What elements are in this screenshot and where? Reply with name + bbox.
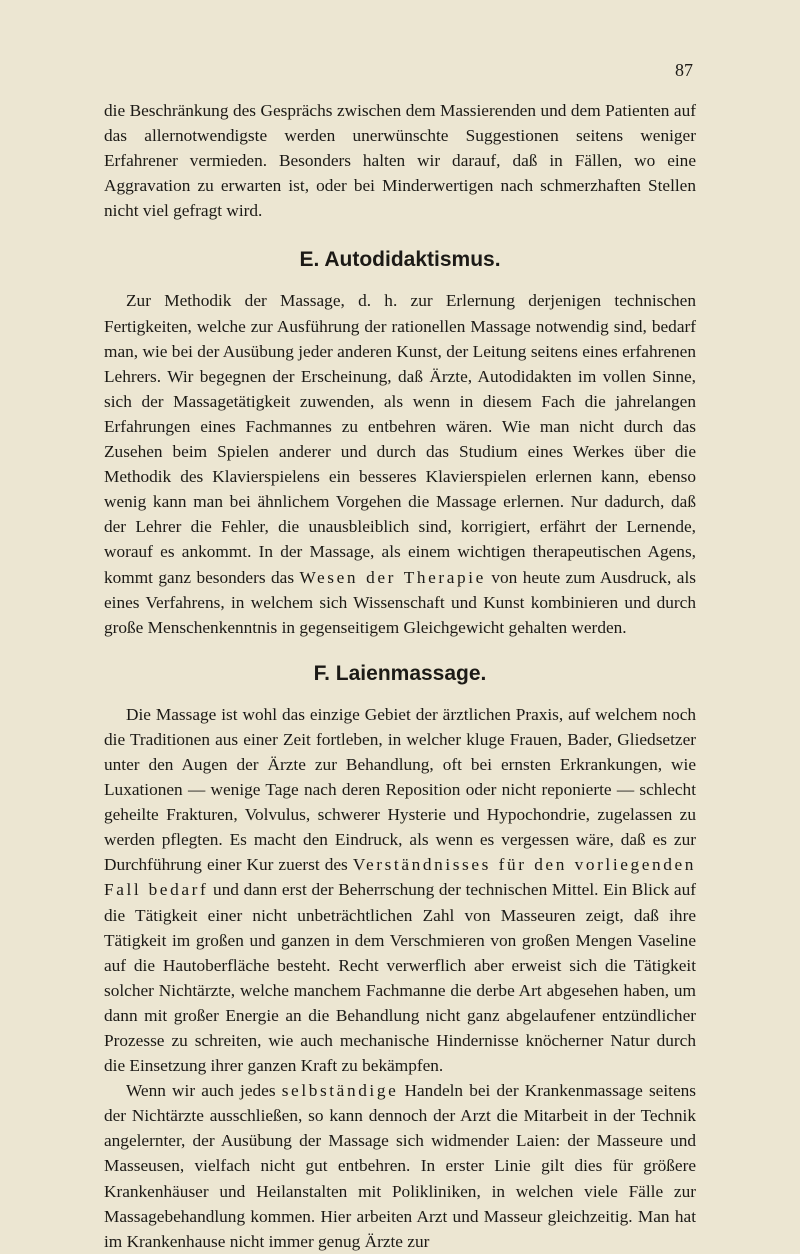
paragraph-text: Wenn wir auch jedes <box>126 1081 282 1101</box>
paragraph-text: und dann erst der Beherrschung der technischen Mittel. Ein Blick auf die Tätigkeit einer nicht unbeträchtlichen Zahl von Masseuren zeigt, daß ihre Tätigkeit im großen und ganzen in dem Verschmieren von großen Mengen Vaseline auf die Hautoberfläche besteht. Recht verwerflich aber erweist sich die Tätigkeit solcher Nichtärzte, welche manchem Fachmanne die derbe Art abgesehen haben, um dann mit großer Energie an die Behandlung nicht ganz abgelaufener entzündlicher Prozesse zu schreiten, wie auch mechanische Hindernisse knöcherner Natur durch die Einsetzung ihrer ganzen Kraft zu bekämpfen. <box>104 880 696 1076</box>
paragraph-text: von heute zum Ausdruck, als eines Verfahrens, in welchem sich Wissenschaft und Kunst kombinieren und durch große Menschenkenntnis in gegenseitigem Gleichgewicht gehalten werden. <box>104 567 696 637</box>
paragraph-text: Die Massage ist wohl das einzige Gebiet der ärztlichen Praxis, auf welchem noch die Traditionen aus einer Zeit fortleben, in welcher kluge Frauen, Bader, Gliedsetzer unter den Augen der Ärzte zur Behandlung, oft bei ernsten Erkrankungen, wie Luxationen — wenige Tage nach deren Reposition oder nicht reponierte — schlecht geheilte Frakturen, Volvulus, schwerer Hysterie und Hypochondrie, zugelassen zu werden pflegten. Es macht den Eindruck, als wenn es vergessen wäre, daß es zur Durchführung einer Kur zuerst des <box>104 704 696 875</box>
paragraph-laienmassage-1 <box>104 702 696 1078</box>
spaced-emphasis: Wesen der Therapie <box>299 567 486 587</box>
intro-paragraph: die Beschränkung des Gesprächs zwischen dem Massierenden und dem Patienten auf das allernotwendigste werden unerwünschte Suggestionen seitens weniger Erfahrener vermieden. Besonders halten wir darauf, daß in Fällen, wo eine Aggravation zu erwarten ist, oder bei Minderwertigen nach schmerzhaften Stellen nicht viel gefragt wird. <box>104 101 696 221</box>
spaced-emphasis: selbständige <box>281 1081 399 1101</box>
section-heading-laienmassage: F. Laienmassage. <box>313 661 487 685</box>
paragraph-laienmassage-2 <box>104 1078 696 1254</box>
section-heading-autodidaktismus: E. Autodidaktismus. <box>299 248 501 272</box>
paragraph-text: Zur Methodik der Massage, d. h. zur Erlernung derjenigen technischen Fertigkeiten, welche zur Ausführung der rationellen Massage notwendig sind, bedarf man, wie bei der Ausübung jeder anderen Kunst, der Leitung seitens eines erfahrenen Lehrers. Wir begegnen der Erscheinung, daß Ärzte, Autodidakten im vollen Sinne, sich der Massagetätigkeit zuwenden, als wenn in diesem Fach die jahrelangen Erfahrungen eines Fachmannes zu entbehren wären. Wie man nicht durch das Zusehen beim Spielen anderer und durch das Studium eines Werkes über die Methodik des Klavierspielens ein besseres Klavierspielen erlernen kann, ebenso wenig kann man bei ähnlichem Vorgehen die Massage erlernen. Nur dadurch, daß der Lehrer die Fehler, die unausbleiblich sind, korrigiert, erfährt der Lernende, worauf es ankommt. In der Massage, als einem wichtigen therapeutischen Agens, kommt ganz besonders das <box>104 291 696 587</box>
paragraph-autodidaktismus <box>104 288 696 639</box>
spaced-emphasis: Verständnisses für den vorliegenden Fall bedarf <box>104 855 696 900</box>
page-body <box>104 98 696 1254</box>
page-number: 87 <box>675 60 693 80</box>
paragraph-text: Handeln bei der Krankenmassage seitens der Nichtärzte ausschließen, so kann dennoch der Arzt die Mitarbeit in der Technik angelernter, der Ausübung der Massage sich widmender Laien: der Masseure und Masseusen, vielfach nicht gut entbehren. In erster Linie gilt dies für größere Krankenhäuser und Heilanstalten mit Polikliniken, in welchen viele Fälle zur Massagebehandlung kommen. Hier arbeiten Arzt und Masseur gleichzeitig. Man hat im Krankenhause nicht immer genug Ärzte zur <box>104 1081 696 1251</box>
